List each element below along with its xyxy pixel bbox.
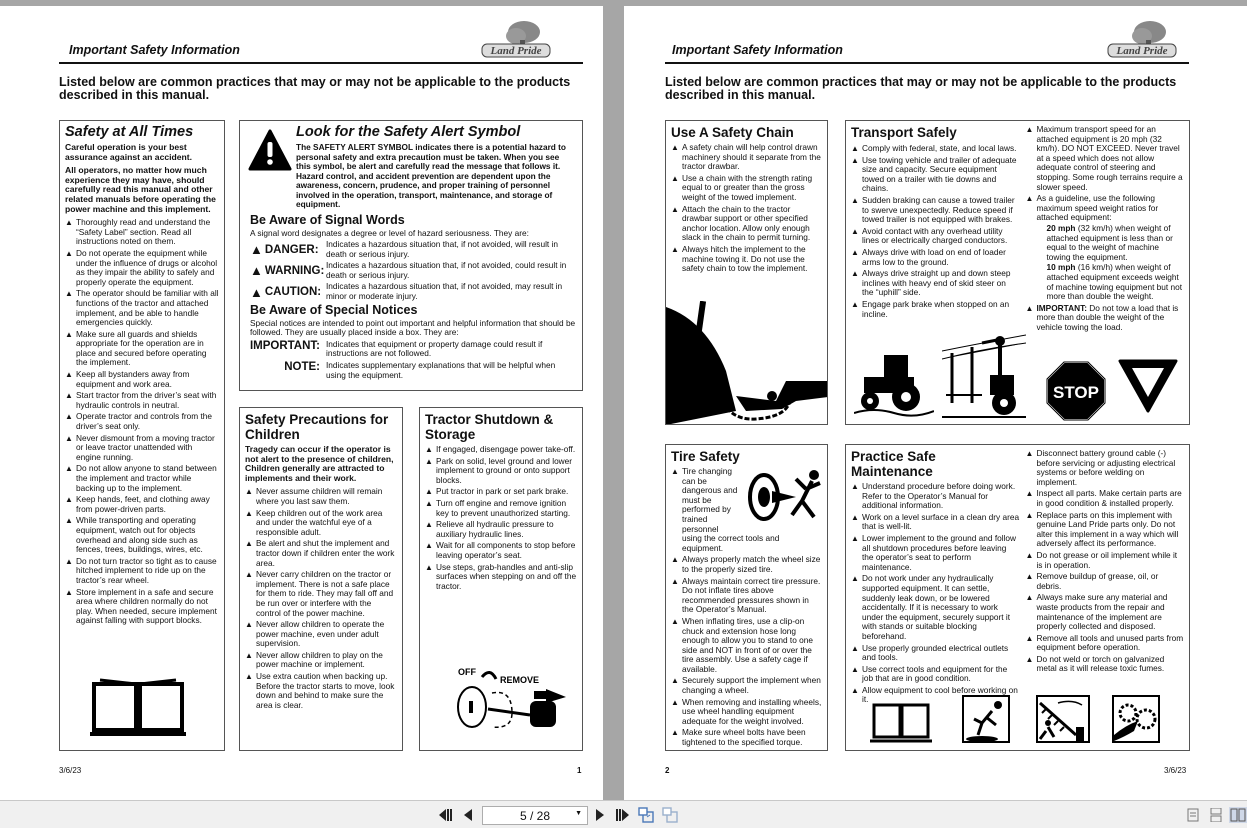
- single-page-view-button[interactable]: [1185, 807, 1201, 823]
- speed-ratio-20: [1036, 224, 1184, 262]
- header-rule: [59, 62, 583, 64]
- bullet-list: [1025, 449, 1184, 674]
- list-item: ▲ Never allow children to play on the power machine or implement.: [245, 651, 397, 670]
- list-item: ▲ Park on solid, level ground and lower implement to ground or onto support blocks.: [425, 457, 577, 486]
- signal-words-heading: Be Aware of Signal Words: [250, 212, 405, 227]
- previous-page-button[interactable]: [460, 807, 476, 823]
- section-title: Transport Safely: [851, 125, 957, 140]
- bullet-list: [671, 143, 822, 274]
- continuous-view-icon: [1210, 808, 1222, 822]
- notice-note: [246, 361, 576, 380]
- list-item: ▲ Use properly grounded electrical outlets and tools.: [851, 644, 1019, 663]
- alert-description: The SAFETY ALERT SYMBOL indicates there is a potential hazard to personal safety and extra precaution must be taken. When you see this symbol, be alert and carefully read the message that follows it. Hazard control, and accident prevention are dependent upon the awareness, concern, prudence, and proper training of personnel involved in the operation, transport, maintenance, and storage of equipment.: [296, 142, 567, 209]
- footer-date: 3/6/23: [1164, 766, 1187, 775]
- signal-desc: Indicates a hazardous situation that, if not avoided, may result in minor or moderate injury.: [326, 281, 563, 302]
- list-item: ▲ Make sure wheel bolts have been tightened to the specified torque.: [671, 728, 822, 747]
- list-item: ▲ Maximum transport speed for an attached equipment is 20 mph (32 km/h). DO NOT EXCEED. Never travel at a speed which does not allow adequate control of steering and stopping. Some rough terrains require a slower speed.: [1025, 125, 1184, 192]
- svg-text:OFF: OFF: [458, 667, 476, 677]
- continuous-view-button[interactable]: [1208, 807, 1224, 823]
- signal-caution: [250, 282, 576, 301]
- signal-warning: [250, 261, 576, 280]
- svg-text:REMOVE: REMOVE: [500, 675, 540, 685]
- list-item: ▲ Never dismount from a moving tractor or leave tractor unattended with engine running.: [65, 434, 219, 463]
- list-item: ▲ Engage park brake when stopped on an incline.: [851, 300, 1019, 319]
- list-item: [1025, 304, 1184, 333]
- lead-text: All operators, no matter how much experience they may have, should carefully read this manual and other related manuals before operating the power machine and this implement.: [65, 165, 216, 214]
- tractor-shutdown-box: [419, 407, 583, 751]
- svg-text:STOP: STOP: [1053, 383, 1099, 402]
- notice-desc: Indicates that equipment or property damage could result if instructions are not followed.: [326, 338, 543, 359]
- section-title: Safety Precautions for Children: [245, 412, 389, 442]
- next-page-button[interactable]: [592, 807, 608, 823]
- single-page-view-icon: [1187, 808, 1199, 822]
- list-item: ▲ Always drive straight up and down steep inclines with heavy end of skid steer on the “uphill” side.: [851, 269, 1019, 298]
- list-item: ▲ While transporting and operating equipment, watch out for objects overhead and along side such as fences, trees, buildings, wires, etc.: [65, 516, 219, 554]
- land-pride-logo-icon: [1106, 18, 1178, 62]
- list-item: ▲ Inspect all parts. Make certain parts are in good condition & installed properly.: [1025, 489, 1184, 508]
- lead-text: Careful operation is your best assurance against an accident.: [65, 142, 193, 162]
- guideline-text: As a guideline, use the following maximum speed weight ratios for attached equipment:: [1036, 193, 1159, 223]
- header-title: Important Safety Information: [69, 43, 240, 57]
- list-item: ▲ Replace parts on this implement with genuine Land Pride parts only. Do not alter this implement in a way which will adversely affect its performance.: [1025, 511, 1184, 549]
- list-item: ▲ Do not operate the equipment while under the influence of drugs or alcohol as they impair the ability to safely and properly operate the equipment.: [65, 249, 219, 287]
- safety-alert-symbol-box: [239, 120, 583, 391]
- important-text: Do not tow a load that is more than double the weight of the vehicle towing the load.: [1036, 302, 1179, 332]
- list-item: ▲ Be alert and shut the implement and tractor down if children enter the work area.: [245, 539, 397, 568]
- signal-word: WARNING:: [264, 264, 325, 277]
- header-title: Important Safety Information: [672, 43, 843, 57]
- list-item: ▲ Disconnect battery ground cable (-) before servicing or adjusting electrical systems or before welding on implement.: [1025, 449, 1184, 487]
- list-item: ▲ Keep all bystanders away from equipment and work area.: [65, 370, 219, 389]
- dropdown-arrow-icon: ▼: [575, 810, 582, 817]
- safety-alert-triangle-icon: [248, 129, 292, 173]
- list-item: ▲ Use towing vehicle and trailer of adequate size and capacity. Secure equipment towed on a trailer with tie downs and chains.: [851, 156, 1019, 194]
- list-item: ▲ A safety chain will help control drawn machinery should it separate from the tractor drawbar.: [671, 143, 822, 172]
- list-item: ▲ Securely support the implement when changing a wheel.: [671, 676, 822, 695]
- viewer-toolbar: [0, 800, 1247, 828]
- list-item: ▲ Do not turn tractor so tight as to cause hitched implement to ride up on the tractor’s rear wheel.: [65, 557, 219, 586]
- speed-value: 20 mph: [1046, 222, 1076, 233]
- section-title: Tire Safety: [671, 449, 740, 464]
- list-item: ▲ When inflating tires, use a clip-on chuck and extension hose long enough to allow you to stand to one side and NOT in front of or over the tire assembly. Use a safety cage if available.: [671, 617, 822, 675]
- facing-pages-view-button[interactable]: [1229, 807, 1247, 823]
- list-item: ▲ Use a chain with the strength rating equal to or greater than the gross weight of the towed implement.: [671, 174, 822, 203]
- land-pride-logo-icon: [480, 18, 552, 62]
- signal-word: CAUTION:: [264, 286, 322, 299]
- overhead-power-lines-icon: [942, 333, 1026, 419]
- important-label: IMPORTANT:: [1036, 302, 1087, 313]
- list-item: ▲ Keep children out of the work area and under the watchful eye of a responsible adult.: [245, 509, 397, 538]
- list-item: ▲ Do not weld or torch on galvanized metal as it will release toxic fumes.: [1025, 655, 1184, 674]
- bullet-list: [1025, 125, 1184, 332]
- list-item: ▲ Avoid contact with any overhead utility lines or electrically charged conductors.: [851, 227, 1019, 246]
- bullet-list: [65, 218, 219, 626]
- page-2: [624, 6, 1247, 800]
- intro-text: Listed below are common practices that may or may not be applicable to the products described in this manual.: [665, 75, 1177, 102]
- bullet-list: [851, 482, 1019, 705]
- notice-important: [246, 340, 576, 359]
- last-page-icon: [615, 809, 629, 821]
- speed-ratio-10: [1036, 263, 1184, 301]
- signal-words-intro: A signal word designates a degree or level of hazard seriousness. They are:: [250, 227, 529, 238]
- list-item: ▲ Wait for all components to stop before leaving operator’s seat.: [425, 541, 577, 560]
- list-item: ▲ Sudden braking can cause a towed trailer to swerve unexpectedly. Reduce speed if towed trailer is not equipped with brakes.: [851, 196, 1019, 225]
- yield-sign-icon: [1118, 359, 1178, 413]
- previous-view-icon: [638, 807, 654, 823]
- list-item: ▲ Always properly match the wheel size to the properly sized tire.: [671, 555, 822, 574]
- section-title: Use A Safety Chain: [671, 125, 794, 140]
- first-page-icon: [439, 809, 453, 821]
- entanglement-hazard-icon: [1112, 695, 1160, 743]
- list-item: ▲ Operate tractor and controls from the driver’s seat only.: [65, 412, 219, 431]
- list-item: ▲ Always make sure any material and waste products from the repair and maintenance of the implement are properly collected and disposed.: [1025, 593, 1184, 631]
- list-item: ▲ Do not allow anyone to stand between the implement and tractor while backing up to the implement.: [65, 464, 219, 493]
- list-item: ▲ Remove all tools and unused parts from equipment before operation.: [1025, 634, 1184, 653]
- list-item: ▲ Tire changing can be dangerous and must be performed by trained personnel using the correct tools and equipment.: [671, 467, 822, 553]
- list-item: ▲ Use steps, grab-handles and anti-slip surfaces when stepping on and off the tractor.: [425, 563, 577, 592]
- list-item: ▲ If engaged, disengage power take-off.: [425, 445, 577, 455]
- list-item: ▲ Do not grease or oil implement while it is in operation.: [1025, 551, 1184, 570]
- footer-date: 3/6/23: [59, 766, 82, 775]
- intro-text: Listed below are common practices that may or may not be applicable to the products described in this manual.: [59, 75, 571, 102]
- signal-desc: Indicates a hazardous situation that, if not avoided, will result in death or serious injury.: [326, 239, 558, 259]
- list-item: ▲ Do not work under any hydraulically supported equipment. It can settle, suddenly leak down, or be lowered accidentally. If it is necessary to work under the equipment, securely support it with stands or suitable blocking beforehand.: [851, 574, 1019, 641]
- list-item: ▲ Work on a level surface in a clean dry area that is well-lit.: [851, 513, 1019, 532]
- special-notices-heading: Be Aware of Special Notices: [250, 302, 418, 317]
- alert-triangle-icon: ▲: [250, 242, 263, 258]
- footer-page-number: 2: [665, 766, 670, 775]
- list-item: ▲ Never allow children to operate the power machine, even under adult supervision.: [245, 620, 397, 649]
- slip-hazard-icon: [962, 695, 1010, 743]
- safety-chain-box: [665, 120, 828, 425]
- list-item: ▲ Never assume children will remain where you last saw them.: [245, 487, 397, 506]
- manual-book-icon: [90, 676, 186, 738]
- list-item: ▲ Remove buildup of grease, oil, or debris.: [1025, 572, 1184, 591]
- safe-maintenance-box: [845, 444, 1190, 751]
- list-item: ▲ Thoroughly read and understand the “Safety Label” section. Read all instructions noted on them.: [65, 218, 219, 247]
- signal-desc: Indicates a hazardous situation that, if not avoided, could result in death or serious injury.: [326, 260, 567, 280]
- special-notices-intro: Special notices are intended to point out important and helpful information that should be followed. They are usually placed inside a box. They are:: [250, 317, 576, 338]
- list-item: ▲ Never carry children on the tractor or implement. There is not a safe place for them to ride. They may fall off and be run over or interfere with the control of the power machine.: [245, 570, 397, 618]
- safety-at-all-times-box: [59, 120, 225, 751]
- list-item: [1025, 194, 1184, 302]
- last-page-button[interactable]: [614, 807, 630, 823]
- falling-object-hazard-icon: [1036, 695, 1090, 743]
- page-number-dropdown[interactable]: [482, 806, 588, 825]
- previous-page-icon: [464, 809, 472, 821]
- list-item: ▲ Use correct tools and equipment for the job that are in good condition.: [851, 665, 1019, 684]
- children-safety-box: [239, 407, 403, 751]
- page-1: [0, 6, 603, 800]
- section-title: Practice Safe Maintenance: [851, 449, 936, 479]
- svg-text:Land Pride: Land Pride: [1116, 45, 1168, 57]
- facing-pages-view-icon: [1230, 808, 1246, 822]
- header-rule: [665, 62, 1189, 64]
- section-title: Safety at All Times: [65, 124, 194, 140]
- alert-triangle-icon: ▲: [250, 263, 263, 279]
- tractor-on-incline-icon: [854, 349, 934, 417]
- list-item: ▲ Always drive with load on end of loader arms low to the ground.: [851, 248, 1019, 267]
- section-title: Look for the Safety Alert Symbol: [296, 124, 521, 140]
- footer-page-number: 1: [577, 766, 582, 775]
- manual-book-icon: [870, 699, 932, 745]
- list-item: ▲ When removing and installing wheels, use wheel handling equipment adequate for the weight involved.: [671, 698, 822, 727]
- next-page-icon: [596, 809, 604, 821]
- list-item: ▲ Always maintain correct tire pressure. Do not inflate tires above recommended pressures shown in the Operator’s Manual.: [671, 577, 822, 615]
- list-item: ▲ Turn off engine and remove ignition key to prevent unauthorized starting.: [425, 499, 577, 518]
- signal-danger: [250, 240, 576, 259]
- stop-sign-icon: [1046, 361, 1106, 421]
- go-back-view-button[interactable]: [638, 807, 654, 823]
- transport-safely-box: [845, 120, 1190, 425]
- list-item: ▲ Put tractor in park or set park brake.: [425, 487, 577, 497]
- lead-text: Tragedy can occur if the operator is not alert to the presence of children, Children generally are attracted to implements and their work.: [245, 444, 394, 483]
- notice-word: NOTE:: [284, 361, 320, 374]
- bullet-list: [245, 487, 397, 710]
- list-item: ▲ Store implement in a safe and secure area where children normally do not play. When needed, secure implement against falling with support blocks.: [65, 588, 219, 626]
- notice-desc: Indicates supplementary explanations that will be helpful when using the equipment.: [326, 360, 556, 380]
- list-item: ▲ Attach the chain to the tractor drawbar support or other specified anchor location. Allow only enough slack in the chain to permit turning.: [671, 205, 822, 243]
- first-page-button[interactable]: [438, 807, 454, 823]
- alert-triangle-icon: ▲: [250, 284, 263, 300]
- bullet-list: [425, 445, 577, 591]
- svg-text:Land Pride: Land Pride: [490, 45, 542, 57]
- speed-desc: (16 km/h) when weight of attached equipment exceeds weight of machine towing equipment but not more than double the weight.: [1046, 262, 1183, 302]
- list-item: ▲ Start tractor from the driver’s seat with hydraulic controls in neutral.: [65, 391, 219, 410]
- section-title: Tractor Shutdown & Storage: [425, 412, 554, 442]
- safety-chain-hitch-icon: [666, 301, 828, 425]
- next-view-icon: [662, 807, 678, 823]
- list-item: ▲ Relieve all hydraulic pressure to auxiliary hydraulic lines.: [425, 520, 577, 539]
- page-indicator: 5 / 28: [519, 808, 551, 823]
- bullet-list: [851, 144, 1019, 319]
- list-item: ▲ Lower implement to the ground and follow all shutdown procedures before leaving the operator’s seat to perform maintenance.: [851, 534, 1019, 572]
- list-item: ▲ Make sure all guards and shields appropriate for the operation are in place and secured before operating the implement.: [65, 330, 219, 368]
- signal-word: DANGER:: [264, 243, 319, 256]
- list-item: ▲ Keep hands, feet, and clothing away from power-driven parts.: [65, 495, 219, 514]
- go-forward-view-button[interactable]: [662, 807, 678, 823]
- tire-safety-box: [665, 444, 828, 751]
- ignition-key-icon: [442, 663, 572, 735]
- list-item: ▲ Allow equipment to cool before working on it.: [851, 686, 1019, 705]
- list-item: ▲ Comply with federal, state, and local laws.: [851, 144, 1019, 154]
- list-item: ▲ Use extra caution when backing up. Before the tractor starts to move, look down and behind to make sure the area is clear.: [245, 672, 397, 710]
- list-item: ▲ The operator should be familiar with all functions of the tractor and attached implement, and be able to handle emergencies quickly.: [65, 289, 219, 327]
- notice-word: IMPORTANT:: [249, 339, 320, 352]
- list-item: ▲ Understand procedure before doing work. Refer to the Operator’s Manual for additional information.: [851, 482, 1019, 511]
- bullet-list: [671, 467, 822, 748]
- list-item: ▲ Always hitch the implement to the machine towing it. Do not use the safety chain to tow the implement.: [671, 245, 822, 274]
- speed-desc: (32 km/h) when weight of attached equipment is less than or equal to the weight of machine towing the equipment.: [1046, 222, 1173, 262]
- speed-value: 10 mph: [1046, 262, 1076, 273]
